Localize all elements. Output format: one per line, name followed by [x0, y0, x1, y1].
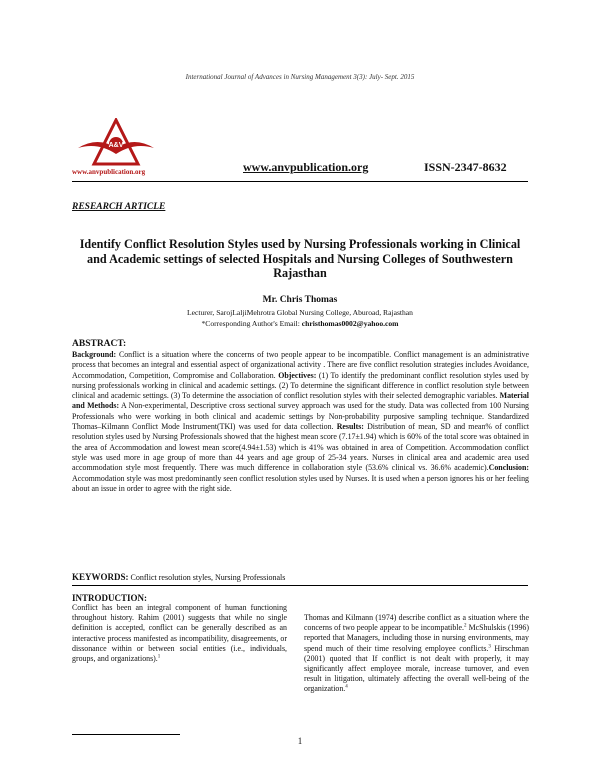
issn: ISSN-2347-8632: [424, 160, 507, 174]
keywords-label: KEYWORDS:: [72, 572, 129, 582]
citation-ref: 1: [157, 654, 161, 660]
objectives-text: (1) To identify the predominant conflict resolution styles used by nursing professionals working in clinical and academic settings. (2) To determine the significant difference in conflict resolution style between clinical and academic settings. (3) To determine the association of conflict resolution styles with their selected demographic variables.: [72, 370, 530, 401]
affiliation: Lecturer, SarojLaljiMehrotra Global Nursing College, Aburoad, Rajasthan: [187, 308, 413, 317]
abstract-body: [72, 350, 529, 494]
intro-column-left: [72, 603, 287, 664]
background-label: Background:: [72, 350, 117, 359]
intro-text-a: Thomas and Kilmann (1974) describe conflict as a situation where the concerns of two people appear to be incompatible.: [304, 613, 529, 633]
corresponding-author: [72, 319, 528, 330]
background-text: Conflict is a situation where the concerns of two people appear to be incompatible. Conflict management is an administrative process that becomes an integral and essential aspect of organizational activity . There are five conflict resolution strategies includes Avoidance, Accommodation, Competition, Compromise and Collaboration.: [72, 350, 529, 380]
page-number: 1: [297, 736, 303, 746]
logo-mark: A&V: [108, 142, 124, 149]
header-divider: [72, 181, 528, 182]
paper-title: Identify Conflict Resolution Styles used by Nursing Professionals working in Clinical and Academic settings of selected Hospitals and Nursing Colleges of Southwestern Rajasthan: [79, 237, 521, 280]
logo-url[interactable]: www.anvpublication.org: [72, 168, 146, 176]
results-text: Distribution of mean, SD and mean% of conflict resolution styles used by Nursing Professionals showed that the highest mean score (7.17±1.94) which is 60% of the total score was obtained in the area of Accommodation and lowest mean score(4.94±1.53) which is 41% was obtained in area of Competition. Accommodation conflict style was used more in age group of more than 44 years and age group of 25-34 years. Nurses in clinical area and academic area used accommodation style most frequently. There was much difference in collaboration style (53.6% clinical vs. 36.6% academic).: [72, 422, 530, 473]
footer-rule: [72, 734, 180, 735]
journal-header: International Journal of Advances in Nursing Management 3(3): July- Sept. 2015: [185, 73, 415, 81]
article-type: RESEARCH ARTICLE: [72, 202, 166, 212]
methods-label: Material and Methods:: [72, 391, 529, 411]
objectives-label: Objectives:: [278, 370, 317, 380]
introduction-heading: INTRODUCTION:: [72, 593, 148, 603]
keywords-text: Conflict resolution styles, Nursing Professionals: [130, 573, 286, 582]
citation-ref: 4: [345, 684, 348, 690]
intro-column-right: [304, 613, 529, 695]
conclusion-label: Conclusion:: [488, 463, 529, 473]
publisher-site-link[interactable]: www.anvpublication.org: [243, 160, 369, 174]
author-affiliation-block: [72, 308, 528, 329]
corresponding-label: *Corresponding Author's Email:: [201, 318, 300, 328]
keywords-divider: [72, 585, 528, 586]
intro-text-b: McShulskis (1996) reported that Managers, including those in nursing environments, may spend much of their time resolving employee conflicts.: [304, 623, 529, 653]
author-name: Mr. Chris Thomas: [262, 295, 338, 305]
intro-text-c: Hirschman (2001) quoted that If conflict is not dealt with properly, it may significantly affect employee morale, increase turnover, and even result in litigation, ultimately affecting the overall well-being of the organization.: [304, 643, 529, 694]
citation-ref: 2: [463, 623, 467, 629]
abstract-heading: ABSTRACT:: [72, 339, 127, 349]
methods-text: A Non-experimental, Descriptive cross sectional survey approach was used for the study. Data was collected from 100 Nursing Professionals who were working in both clinical and academic settings by Non-probability purposive sampling technique. Standardized Thomas–Kilmann Conflict Mode Instrument(TKI) was used for data collection.: [72, 401, 529, 432]
results-label: Results:: [336, 422, 364, 432]
conclusion-text: Accommodation style was most predominantly seen conflict resolution styles used by Nurses. It is used when a person ignores his or her feeling about an issue in order to agree with the right side.: [72, 473, 529, 493]
author-email[interactable]: christhomas0002@yahoo.com: [301, 318, 399, 328]
intro-paragraph-left: Conflict has been an integral component of human functioning throughout history. Rahim (2001) suggests that while no single definition is accepted, conflict can be generally described as an interactive process manifested as incompatibility, disagreements, or dissonance within or between social entities (i.e., individuals, groups, and organizations).: [72, 603, 287, 664]
keywords-line: [72, 572, 285, 582]
citation-ref: 3: [488, 643, 491, 649]
